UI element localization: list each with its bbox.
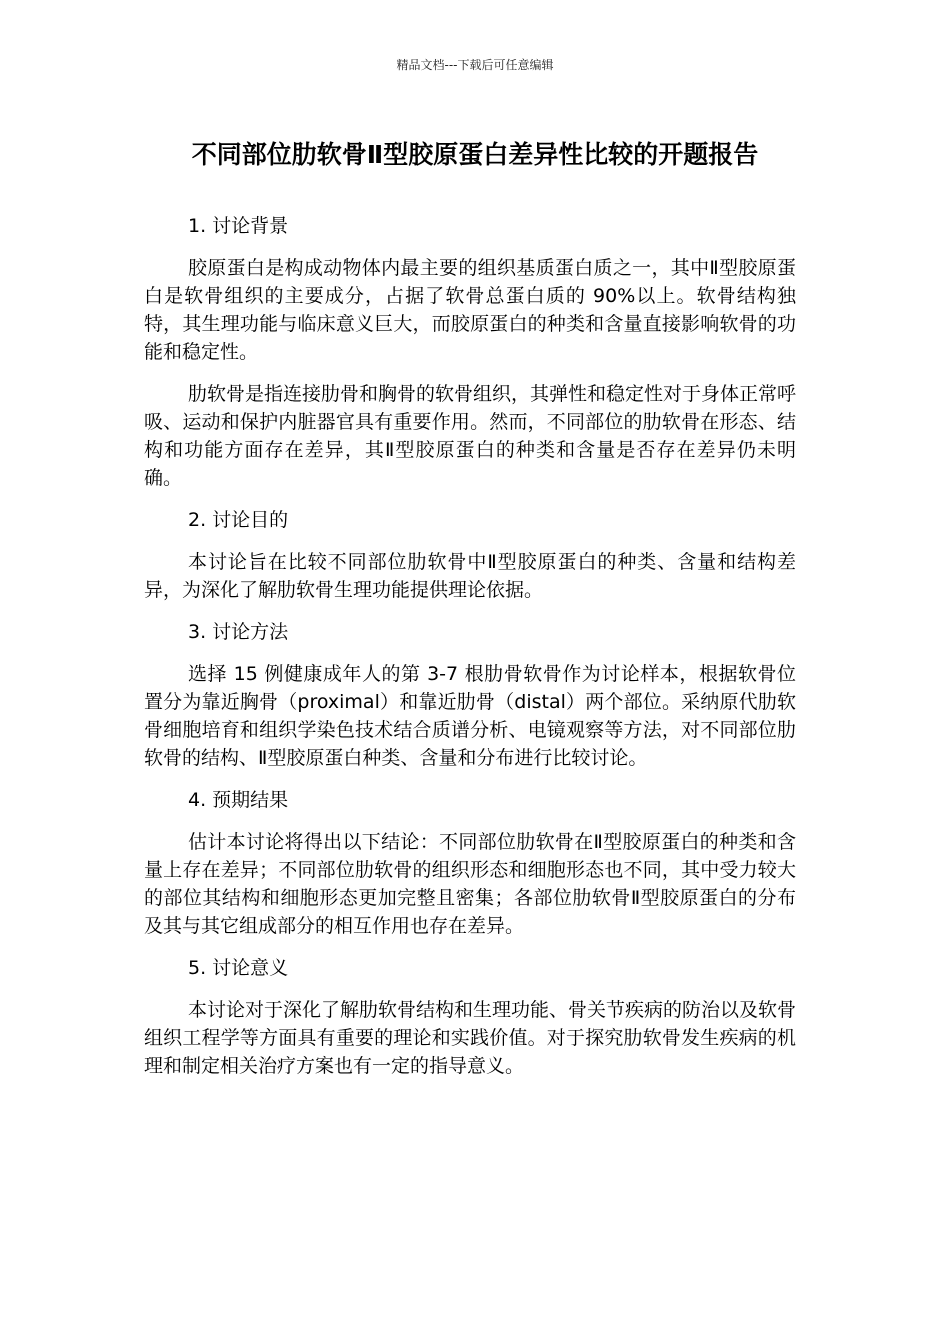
section-heading-purpose: 2. 讨论目的 [188, 509, 289, 531]
paragraph-collagen-overview: 胶原蛋白是构成动物体内最主要的组织基质蛋白质之一，其中Ⅱ型胶原蛋白是软骨组织的主要成分，占据了软骨总蛋白质的 90%以上。软骨结构独特，其生理功能与临床意义巨大，而胶原蛋白的种类和含量直接影响软骨的功能和稳定性。 [144, 257, 796, 363]
paragraph-purpose: 本讨论旨在比较不同部位肋软骨中Ⅱ型胶原蛋白的种类、含量和结构差异，为深化了解肋软骨生理功能提供理论依据。 [144, 551, 796, 601]
header-note: 精品文档---下载后可任意编辑 [396, 58, 554, 72]
paragraph-significance: 本讨论对于深化了解肋软骨结构和生理功能、骨关节疾病的防治以及软骨组织工程学等方面具有重要的理论和实践价值。对于探究肋软骨发生疾病的机理和制定相关治疗方案也有一定的指导意义。 [144, 999, 797, 1077]
paragraph-methods: 选择 15 例健康成年人的第 3-7 根肋骨软骨作为讨论样本，根据软骨位置分为靠近胸骨（proximal）和靠近肋骨（distal）两个部位。采纳原代肋软骨细胞培育和组织学染色技术结合质谱分析、电镜观察等方法，对不同部位肋软骨的结构、Ⅱ型胶原蛋白种类、含量和分布进行比较讨论。 [144, 663, 796, 769]
section-heading-background: 1. 讨论背景 [188, 215, 289, 237]
section-heading-significance: 5. 讨论意义 [188, 957, 289, 979]
document-body [144, 212, 796, 1094]
document-title: 不同部位肋软骨Ⅱ型胶原蛋白差异性比较的开题报告 [191, 140, 759, 169]
section-heading-expected-results: 4. 预期结果 [188, 789, 289, 811]
paragraph-expected-results: 估计本讨论将得出以下结论：不同部位肋软骨在Ⅱ型胶原蛋白的种类和含量上存在差异；不同部位肋软骨的组织形态和细胞形态也不同，其中受力较大的部位其结构和细胞形态更加完整且密集；各部位肋软骨Ⅱ型胶原蛋白的分布及其与其它组成部分的相互作用也存在差异。 [144, 831, 796, 937]
paragraph-costal-cartilage: 肋软骨是指连接肋骨和胸骨的软骨组织，其弹性和稳定性对于身体正常呼吸、运动和保护内脏器官具有重要作用。然而，不同部位的肋软骨在形态、结构和功能方面存在差异，其Ⅱ型胶原蛋白的种类和含量是否存在差异仍未明确。 [144, 383, 797, 489]
section-heading-methods: 3. 讨论方法 [188, 621, 289, 643]
